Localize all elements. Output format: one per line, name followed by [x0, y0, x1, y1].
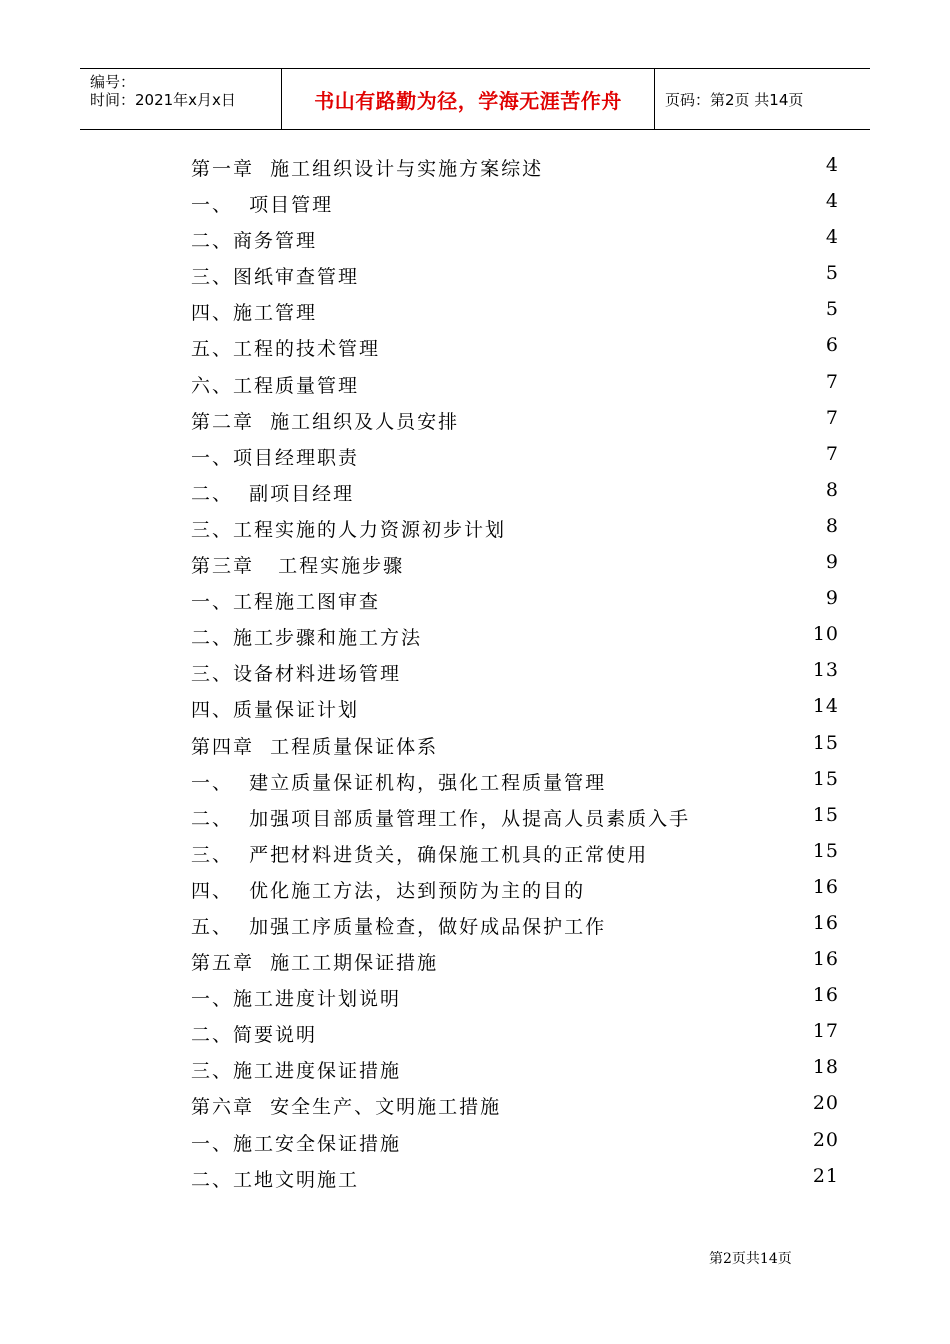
- toc-entry-page-number: 7: [825, 406, 839, 429]
- page-footer-number: 第2页共14页: [709, 1251, 792, 1267]
- toc-entry[interactable]: [191, 980, 841, 1016]
- toc-entry-title: 二、施工步骤和施工方法: [191, 627, 423, 650]
- toc-entry-page-number: 16: [812, 911, 839, 934]
- toc-entry[interactable]: [191, 728, 841, 764]
- toc-entry-title: 二、简要说明: [191, 1024, 318, 1047]
- toc-entry-title: 第五章 施工工期保证措施: [191, 952, 439, 975]
- toc-entry[interactable]: [191, 800, 841, 836]
- toc-entry-page-number: 15: [812, 839, 839, 862]
- toc-entry-page-number: 20: [812, 1092, 839, 1115]
- toc-entry-page-number: 13: [812, 659, 839, 682]
- toc-entry-title: 一、施工进度计划说明: [191, 988, 402, 1011]
- document-number-label: 编号：: [90, 73, 136, 91]
- toc-entry-title: 三、图纸审查管理: [191, 266, 360, 289]
- toc-entry-page-number: 15: [812, 767, 839, 790]
- toc-entry-title: 三、 严把材料进货关，确保施工机具的正常使用: [191, 843, 649, 866]
- toc-entry[interactable]: [191, 439, 841, 475]
- toc-entry[interactable]: [191, 944, 841, 980]
- page-header: [80, 68, 870, 130]
- toc-entry[interactable]: [191, 1161, 841, 1197]
- toc-entry[interactable]: [191, 547, 841, 583]
- toc-entry-page-number: 21: [812, 1164, 839, 1187]
- header-motto: 书山有路勤为径，学海无涯苦作舟: [314, 88, 622, 113]
- toc-entry[interactable]: [191, 655, 841, 691]
- toc-entry-page-number: 6: [825, 334, 839, 357]
- toc-entry[interactable]: [191, 836, 841, 872]
- toc-entry-title: 三、设备材料进场管理: [191, 663, 402, 686]
- toc-entry-title: 二、商务管理: [191, 230, 318, 253]
- toc-entry[interactable]: [191, 330, 841, 366]
- toc-entry-page-number: 17: [812, 1020, 839, 1043]
- toc-entry-page-number: 7: [825, 370, 839, 393]
- header-meta-cell: [80, 69, 280, 129]
- toc-entry[interactable]: [191, 1016, 841, 1052]
- toc-entry-title: 第一章 施工组织设计与实施方案综述: [191, 158, 544, 180]
- toc-entry-page-number: 20: [812, 1128, 839, 1151]
- toc-entry-title: 三、工程实施的人力资源初步计划: [191, 518, 507, 541]
- toc-entry-title: 第六章 安全生产、文明施工措施: [191, 1096, 502, 1119]
- toc-entry-page-number: 15: [812, 803, 839, 826]
- toc-entry-title: 第四章 工程质量保证体系: [191, 735, 439, 758]
- header-page-code: 页码：第2页 共14页: [665, 90, 804, 109]
- toc-entry-title: 二、工地文明施工: [191, 1168, 360, 1191]
- toc-entry[interactable]: [191, 475, 841, 511]
- toc-entry-title: 五、工程的技术管理: [191, 338, 381, 361]
- toc-entry[interactable]: [191, 150, 841, 186]
- toc-entry[interactable]: [191, 583, 841, 619]
- toc-entry[interactable]: [191, 691, 841, 727]
- toc-entry[interactable]: [191, 186, 841, 222]
- toc-entry[interactable]: [191, 1088, 841, 1124]
- toc-entry-title: 一、工程施工图审查: [191, 591, 381, 614]
- toc-entry-page-number: 4: [825, 190, 839, 213]
- toc-entry[interactable]: [191, 367, 841, 403]
- toc-entry-page-number: 4: [825, 154, 839, 176]
- toc-entry-title: 四、施工管理: [191, 302, 318, 325]
- toc-entry[interactable]: [191, 258, 841, 294]
- toc-entry-page-number: 16: [812, 984, 839, 1007]
- header-motto-cell: [281, 69, 655, 129]
- toc-entry-page-number: 5: [825, 298, 839, 321]
- toc-entry-page-number: 7: [825, 442, 839, 465]
- toc-entry[interactable]: [191, 1125, 841, 1161]
- toc-entry[interactable]: [191, 908, 841, 944]
- toc-entry-title: 第三章 工程实施步骤: [191, 555, 405, 578]
- toc-entry[interactable]: [191, 764, 841, 800]
- toc-entry[interactable]: [191, 222, 841, 258]
- toc-entry[interactable]: [191, 619, 841, 655]
- toc-entry[interactable]: [191, 294, 841, 330]
- toc-entry-page-number: 4: [825, 226, 839, 249]
- toc-entry-page-number: 15: [812, 731, 839, 754]
- toc-entry-title: 二、 加强项目部质量管理工作，从提高人员素质入手: [191, 807, 691, 830]
- toc-entry[interactable]: [191, 872, 841, 908]
- toc-entry[interactable]: [191, 1052, 841, 1088]
- toc-entry-page-number: 9: [825, 587, 839, 610]
- header-page-cell: [655, 69, 880, 129]
- toc-entry-title: 一、 建立质量保证机构，强化工程质量管理: [191, 771, 607, 794]
- toc-entry-page-number: 18: [812, 1056, 839, 1079]
- toc-entry[interactable]: [191, 511, 841, 547]
- toc-entry-page-number: 16: [812, 948, 839, 971]
- toc-entry-page-number: 16: [812, 875, 839, 898]
- toc-entry-title: 二、 副项目经理: [191, 482, 355, 505]
- table-of-contents: [191, 150, 841, 1197]
- document-time-label: 时间：2021年x月x日: [90, 91, 236, 109]
- toc-entry-title: 一、 项目管理: [191, 194, 334, 217]
- toc-entry-title: 第二章 施工组织及人员安排: [191, 410, 460, 433]
- toc-entry[interactable]: [191, 403, 841, 439]
- toc-entry-page-number: 8: [825, 514, 839, 537]
- toc-entry-title: 一、施工安全保证措施: [191, 1132, 402, 1155]
- toc-entry-title: 四、 优化施工方法，达到预防为主的目的: [191, 879, 586, 902]
- toc-entry-title: 三、施工进度保证措施: [191, 1060, 402, 1083]
- toc-entry-page-number: 8: [825, 478, 839, 501]
- toc-entry-title: 四、质量保证计划: [191, 699, 360, 722]
- toc-entry-page-number: 14: [812, 695, 839, 718]
- toc-entry-page-number: 10: [812, 623, 839, 646]
- toc-entry-title: 一、项目经理职责: [191, 446, 360, 469]
- toc-entry-title: 五、 加强工序质量检查，做好成品保护工作: [191, 915, 607, 938]
- toc-entry-page-number: 9: [825, 551, 839, 574]
- toc-entry-title: 六、工程质量管理: [191, 374, 360, 397]
- toc-entry-page-number: 5: [825, 262, 839, 285]
